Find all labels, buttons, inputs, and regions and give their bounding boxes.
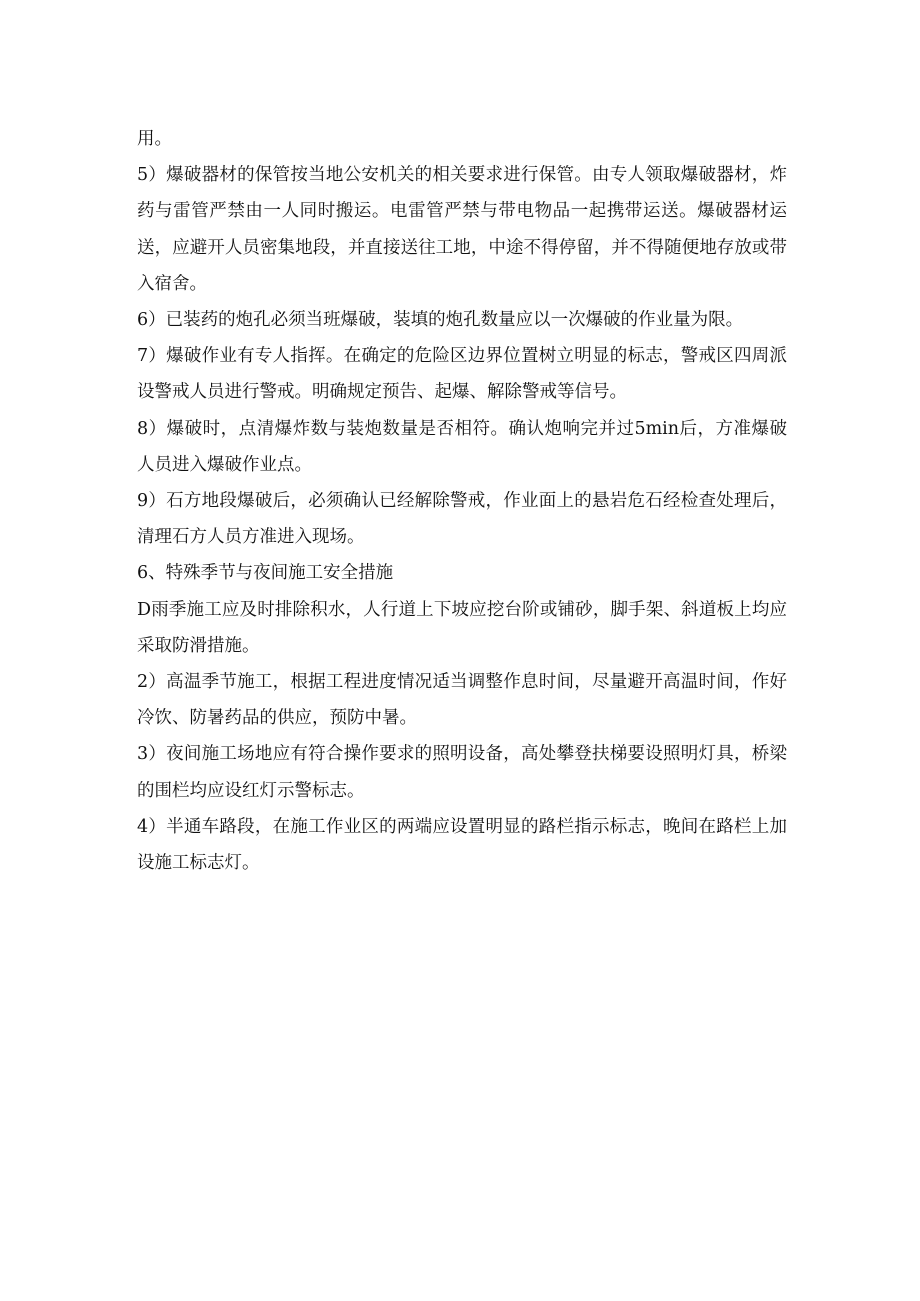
paragraph-item-6-charged-holes: 6）已装药的炮孔必须当班爆破，装填的炮孔数量应以一次爆破的作业量为限。 <box>137 310 744 331</box>
paragraph-item-3-night-work: 3）夜间施工场地应有符合操作要求的照明设备，高处攀登扶梯要设照明灯具，桥梁的围栏均应设红灯示警标志。 <box>137 744 787 801</box>
paragraph-continuation: 用。 <box>137 129 172 149</box>
section-heading-special-seasons: 6、特殊季节与夜间施工安全措施 <box>137 563 394 584</box>
paragraph-item-4-half-traffic-road: 4）半通车路段，在施工作业区的两端应设置明显的路栏指示标志，晚间在路栏上加设施工标志灯。 <box>137 816 787 874</box>
paragraph-item-8-blast-count: 8）爆破时，点清爆炸数与装炮数量是否相符。确认炮响完并过5min后，方准爆破人员进入爆破作业点。 <box>137 418 787 475</box>
paragraph-item-7-blasting-command: 7）爆破作业有专人指挥。在确定的危险区边界位置树立明显的标志，警戒区四周派设警戒人员进行警戒。明确规定预告、起爆、解除警戒等信号。 <box>137 346 787 403</box>
paragraph-item-9-rock-section: 9）石方地段爆破后，必须确认已经解除警戒，作业面上的悬岩危石经检查处理后，清理石方人员方准进入现场。 <box>137 491 787 548</box>
paragraph-item-1-rainy-season: D雨季施工应及时排除积水，人行道上下坡应挖台阶或铺砂，脚手架、斜道板上均应采取防滑措施。 <box>137 599 787 656</box>
paragraph-item-2-hot-season: 2）高温季节施工，根据工程进度情况适当调整作息时间，尽量避开高温时间，作好冷饮、防暑药品的供应，预防中暑。 <box>137 672 787 729</box>
document-body <box>137 121 787 881</box>
paragraph-item-5-explosive-storage: 5）爆破器材的保管按当地公安机关的相关要求进行保管。由专人领取爆破器材，炸药与雷管严禁由一人同时搬运。电雷管严禁与带电物品一起携带运送。爆破器材运送，应避开人员密集地段，并直接送往工地，中途不得停留，并不得随便地存放或带入宿舍。 <box>137 165 787 294</box>
